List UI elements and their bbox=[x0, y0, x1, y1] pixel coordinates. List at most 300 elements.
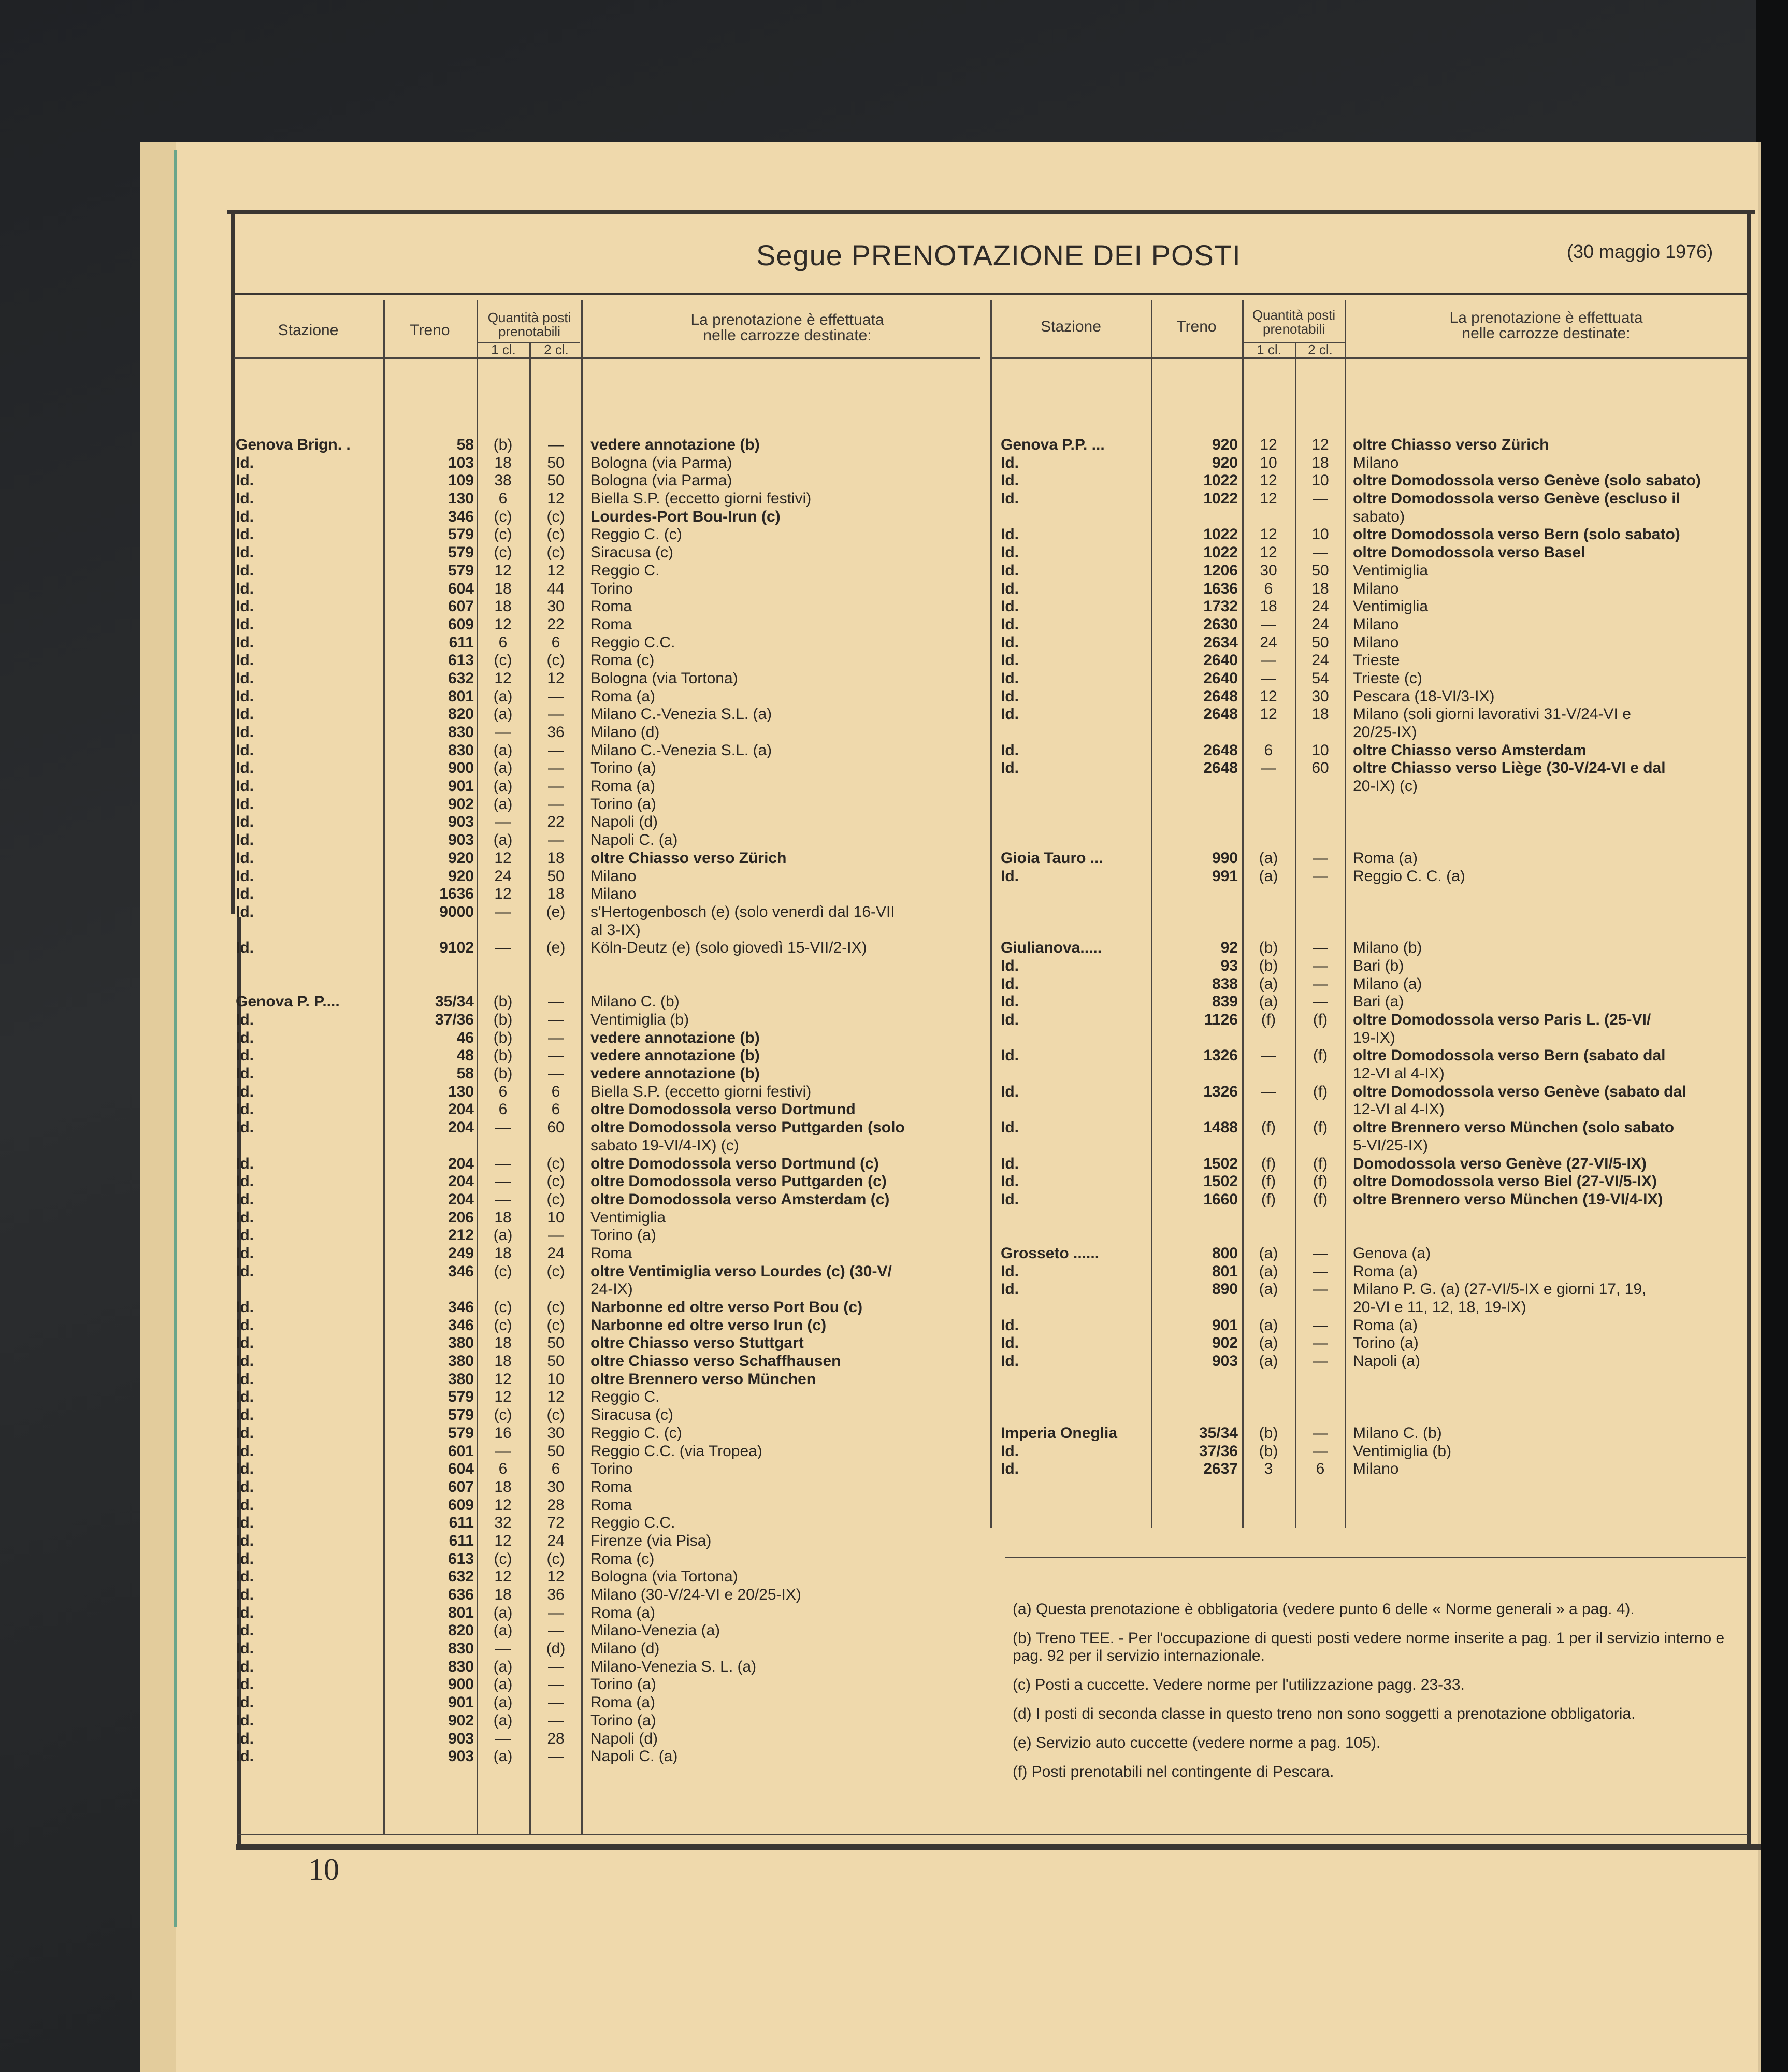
station-cell: Id. bbox=[1001, 490, 1019, 508]
train-cell: 920 bbox=[448, 849, 474, 867]
train-cell: 1022 bbox=[1203, 526, 1238, 543]
train-cell: 579 bbox=[448, 1388, 474, 1406]
hdr-qty-left-1: Quantità posti bbox=[487, 310, 571, 325]
first-class-cell bbox=[1243, 778, 1294, 796]
station-cell: Id. bbox=[236, 759, 254, 777]
second-class-cell: 50 bbox=[1311, 562, 1329, 579]
second-class-cell: 6 bbox=[551, 1083, 560, 1100]
first-class-cell: 12 bbox=[1260, 436, 1277, 453]
train-cell: 46 bbox=[456, 1029, 474, 1046]
first-class-cell: 12 bbox=[494, 615, 512, 633]
second-class-cell: — bbox=[548, 1658, 564, 1675]
destination-cell: Trieste bbox=[1353, 652, 1400, 669]
station-cell: Id. bbox=[236, 813, 254, 831]
station-cell: Id. bbox=[236, 615, 254, 633]
first-class-cell bbox=[1243, 724, 1294, 742]
destination-cell: Reggio C. bbox=[590, 1388, 660, 1406]
destination-cell: Milano (d) bbox=[590, 724, 660, 741]
train-cell: 902 bbox=[448, 795, 474, 813]
second-class-cell: (c) bbox=[546, 526, 565, 543]
station-cell: Id. bbox=[236, 1478, 254, 1495]
train-cell: 901 bbox=[448, 1694, 474, 1711]
first-class-cell bbox=[478, 922, 528, 940]
destination-cell: Torino (a) bbox=[590, 1711, 656, 1729]
train-cell: 9000 bbox=[439, 903, 474, 920]
train-cell: 838 bbox=[1212, 975, 1238, 992]
second-class-cell: — bbox=[548, 993, 564, 1011]
first-class-cell: (a) bbox=[493, 1622, 513, 1639]
station-cell bbox=[236, 957, 382, 975]
first-class-cell: — bbox=[495, 939, 511, 957]
destination-cell: Reggio C. C. (a) bbox=[1353, 867, 1465, 885]
destination-cell: oltre Chiasso verso Zürich bbox=[1353, 436, 1549, 453]
first-class-cell: (a) bbox=[1259, 1352, 1278, 1370]
col-rule-r4 bbox=[1345, 300, 1346, 1528]
train-cell bbox=[1152, 1101, 1238, 1119]
first-class-cell bbox=[1243, 885, 1294, 903]
hdr-dest-left-2: nelle carrozze destinate: bbox=[703, 327, 872, 344]
hdr-dest-right-2: nelle carrozze destinate: bbox=[1462, 325, 1631, 342]
station-cell: Id. bbox=[1001, 1119, 1019, 1136]
train-cell: 92 bbox=[1220, 939, 1238, 957]
destination-cell: Roma bbox=[590, 1478, 632, 1495]
train-cell: 37/36 bbox=[1199, 1442, 1238, 1460]
second-class-cell: 50 bbox=[547, 1442, 565, 1460]
station-cell bbox=[1001, 1065, 1150, 1083]
destination-cell: 20/25-IX) bbox=[1353, 724, 1417, 741]
destination-cell: Ventimiglia bbox=[1353, 598, 1429, 615]
destination-cell bbox=[1353, 831, 1747, 850]
hdr-station-right: Stazione bbox=[1041, 318, 1101, 335]
first-class-cell: (a) bbox=[493, 759, 513, 777]
first-class-cell bbox=[1243, 922, 1294, 940]
second-class-cell: — bbox=[1313, 993, 1328, 1011]
hdr-qty-left-2: prenotabili bbox=[498, 324, 560, 339]
station-cell bbox=[1001, 1209, 1150, 1227]
destination-cell: Milano bbox=[1353, 615, 1399, 633]
train-cell: 2648 bbox=[1203, 706, 1238, 723]
station-cell: Id. bbox=[1001, 526, 1019, 543]
destination-cell: Köln-Deutz (e) (solo giovedì 15-VII/2-IX) bbox=[590, 939, 867, 957]
right-second-class-column bbox=[1296, 436, 1345, 1478]
first-class-cell: (c) bbox=[494, 1316, 512, 1334]
station-cell: Id. bbox=[236, 526, 254, 543]
station-cell: Id. bbox=[236, 724, 254, 741]
second-class-cell: (c) bbox=[546, 1262, 565, 1280]
second-class-cell: (f) bbox=[1313, 1083, 1328, 1100]
station-cell: Id. bbox=[236, 706, 254, 723]
hdr-train-left: Treno bbox=[410, 322, 450, 339]
destination-cell: Ventimiglia (b) bbox=[590, 1011, 689, 1028]
first-class-cell: — bbox=[495, 1442, 511, 1460]
first-class-cell: (a) bbox=[493, 1711, 513, 1729]
second-class-cell: 50 bbox=[547, 472, 565, 490]
train-cell: 604 bbox=[448, 580, 474, 597]
first-class-cell: 12 bbox=[1260, 706, 1277, 723]
destination-cell: Reggio C. bbox=[590, 562, 660, 579]
destination-cell: Milano bbox=[590, 885, 637, 903]
station-cell: Id. bbox=[236, 741, 254, 759]
first-class-cell: (c) bbox=[494, 508, 512, 525]
train-cell: 579 bbox=[448, 1406, 474, 1424]
second-class-cell bbox=[530, 975, 581, 994]
train-cell: 212 bbox=[448, 1227, 474, 1244]
second-class-cell: 24 bbox=[547, 1532, 565, 1549]
train-cell: 380 bbox=[448, 1352, 474, 1370]
first-class-cell: (a) bbox=[493, 706, 513, 723]
second-class-cell: — bbox=[548, 1694, 564, 1711]
train-cell: 903 bbox=[1212, 1352, 1238, 1370]
title-rule bbox=[233, 293, 1748, 295]
train-cell bbox=[1152, 1406, 1238, 1424]
train-cell: 830 bbox=[448, 724, 474, 741]
destination-cell: 20-IX) (c) bbox=[1353, 778, 1418, 795]
destination-cell bbox=[1353, 1209, 1747, 1227]
second-class-cell: 6 bbox=[551, 1101, 560, 1118]
second-class-cell: — bbox=[1313, 975, 1328, 992]
station-cell: Id. bbox=[236, 1694, 254, 1711]
first-class-cell: 6 bbox=[498, 1460, 508, 1478]
second-class-cell bbox=[1296, 1371, 1345, 1389]
station-cell bbox=[236, 1137, 382, 1155]
train-cell: 579 bbox=[448, 526, 474, 543]
destination-cell bbox=[1353, 1406, 1747, 1424]
train-cell: 611 bbox=[449, 1514, 474, 1532]
destination-cell: Trieste (c) bbox=[1353, 669, 1422, 687]
first-class-cell: 18 bbox=[494, 1478, 512, 1495]
destination-cell: Reggio C. (c) bbox=[590, 1424, 682, 1442]
second-class-cell: — bbox=[1313, 1334, 1328, 1352]
first-class-cell: 18 bbox=[494, 1352, 512, 1370]
destination-cell: Napoli (a) bbox=[1353, 1352, 1421, 1370]
first-class-cell: 32 bbox=[494, 1514, 512, 1532]
train-cell bbox=[1152, 903, 1238, 922]
destination-cell bbox=[1353, 903, 1747, 922]
train-cell: 380 bbox=[448, 1370, 474, 1388]
second-class-cell: — bbox=[1313, 867, 1328, 885]
train-cell: 1502 bbox=[1203, 1155, 1238, 1172]
second-class-cell: — bbox=[1313, 849, 1328, 867]
footnote: (b) Treno TEE. - Per l'occupazione di questi posti vedere norme inserite a pag. 1 per il servizio interno e pag. 92 per il servizio internazionale. bbox=[1013, 1630, 1725, 1664]
destination-cell: sabato) bbox=[1353, 508, 1405, 525]
footnote: (c) Posti a cuccette. Vedere norme per l'utilizzazione pagg. 23-33. bbox=[1013, 1676, 1465, 1693]
destination-cell: Napoli (d) bbox=[590, 813, 658, 831]
first-class-cell: (a) bbox=[493, 1694, 513, 1711]
first-class-cell: (f) bbox=[1261, 1155, 1276, 1172]
train-cell: 579 bbox=[448, 544, 474, 562]
destination-cell: oltre Brennero verso München (solo sabato bbox=[1353, 1119, 1675, 1136]
destination-cell: Bologna (via Tortona) bbox=[590, 1568, 738, 1586]
second-class-cell bbox=[1296, 1227, 1345, 1245]
station-cell: Id. bbox=[236, 1532, 254, 1549]
destination-cell: Roma (a) bbox=[590, 1604, 656, 1621]
second-class-cell: — bbox=[548, 1029, 564, 1046]
station-cell bbox=[1001, 1299, 1150, 1317]
second-class-cell: 50 bbox=[547, 1334, 565, 1352]
first-class-cell bbox=[1243, 1101, 1294, 1119]
station-cell: Id. bbox=[1001, 1155, 1019, 1172]
first-class-cell bbox=[1243, 508, 1294, 526]
train-cell: 93 bbox=[1220, 957, 1238, 974]
destination-cell: oltre Domodossola verso Dortmund bbox=[590, 1101, 856, 1118]
second-class-cell: — bbox=[548, 1676, 564, 1693]
destination-cell: oltre Brennero verso München bbox=[590, 1370, 816, 1388]
first-class-cell: 12 bbox=[494, 1496, 512, 1514]
first-class-cell: (a) bbox=[1259, 1244, 1278, 1262]
second-class-cell: — bbox=[1313, 957, 1328, 974]
station-cell: Id. bbox=[236, 508, 254, 525]
train-cell: 35/34 bbox=[435, 993, 474, 1011]
station-cell: Id. bbox=[1001, 1011, 1019, 1028]
first-class-cell bbox=[478, 957, 528, 975]
first-class-cell: 12 bbox=[494, 669, 512, 687]
first-class-cell bbox=[1243, 1137, 1294, 1155]
station-cell bbox=[1001, 1227, 1150, 1245]
train-cell: 249 bbox=[448, 1244, 474, 1262]
first-class-cell: 18 bbox=[494, 1334, 512, 1352]
first-class-cell: — bbox=[495, 724, 511, 741]
station-cell: Id. bbox=[236, 1101, 254, 1118]
destination-cell: Reggio C. (c) bbox=[590, 526, 682, 543]
train-cell: 130 bbox=[448, 1083, 474, 1100]
train-cell: 2640 bbox=[1203, 669, 1238, 687]
second-class-cell bbox=[530, 922, 581, 940]
station-cell: Id. bbox=[236, 472, 254, 490]
station-cell: Id. bbox=[236, 1496, 254, 1514]
second-class-cell: — bbox=[548, 1711, 564, 1729]
station-cell: Id. bbox=[236, 1155, 254, 1172]
train-cell: 1732 bbox=[1203, 598, 1238, 615]
train-cell bbox=[386, 1137, 474, 1155]
first-class-cell: (c) bbox=[494, 1299, 512, 1316]
second-class-cell bbox=[1296, 1101, 1345, 1119]
second-class-cell bbox=[1296, 831, 1345, 850]
destination-cell: al 3-IX) bbox=[590, 921, 641, 939]
station-cell: Id. bbox=[236, 1083, 254, 1100]
train-cell: 632 bbox=[448, 669, 474, 687]
train-cell: 1126 bbox=[1204, 1011, 1238, 1028]
train-cell bbox=[1152, 1209, 1238, 1227]
destination-cell: Milano bbox=[1353, 1460, 1399, 1478]
second-class-cell: 30 bbox=[1311, 687, 1329, 705]
station-cell: Imperia Oneglia bbox=[1001, 1424, 1118, 1442]
second-class-cell bbox=[1296, 903, 1345, 922]
first-class-cell: (b) bbox=[493, 1029, 513, 1046]
destination-cell: Roma (a) bbox=[1353, 849, 1418, 867]
bottom-rule bbox=[236, 1844, 1761, 1850]
second-class-cell: — bbox=[548, 1227, 564, 1244]
station-cell: Id. bbox=[1001, 634, 1019, 651]
second-class-cell: 12 bbox=[1311, 436, 1329, 453]
train-cell: 2634 bbox=[1203, 634, 1238, 651]
train-cell bbox=[1152, 1371, 1238, 1389]
destination-cell: Napoli C. (a) bbox=[590, 831, 678, 849]
train-cell: 2648 bbox=[1203, 687, 1238, 705]
train-cell: 1022 bbox=[1203, 472, 1238, 490]
destination-cell: Roma (c) bbox=[590, 652, 655, 669]
station-cell bbox=[236, 922, 382, 940]
second-class-cell bbox=[1296, 508, 1345, 526]
train-cell: 2637 bbox=[1203, 1460, 1238, 1478]
second-class-cell: (c) bbox=[546, 1316, 565, 1334]
page-title: Segue PRENOTAZIONE DEI POSTI bbox=[756, 239, 1241, 271]
station-cell: Id. bbox=[236, 903, 254, 920]
station-cell: Id. bbox=[236, 1262, 254, 1280]
station-cell: Id. bbox=[236, 1442, 254, 1460]
train-cell: 920 bbox=[1212, 436, 1238, 453]
station-cell: Id. bbox=[1001, 741, 1019, 759]
station-cell: Id. bbox=[236, 1748, 254, 1765]
second-class-cell bbox=[1296, 1299, 1345, 1317]
train-cell: 820 bbox=[448, 1622, 474, 1639]
station-cell: Id. bbox=[236, 939, 254, 957]
first-class-cell: (a) bbox=[493, 687, 513, 705]
destination-cell: 5-VI/25-IX) bbox=[1353, 1136, 1429, 1154]
station-cell: Id. bbox=[236, 454, 254, 471]
destination-cell: Napoli C. (a) bbox=[590, 1748, 678, 1765]
train-cell: 901 bbox=[448, 778, 474, 795]
station-cell: Id. bbox=[236, 1370, 254, 1388]
station-cell: Giulianova..... bbox=[1001, 939, 1102, 957]
station-cell: Id. bbox=[236, 1029, 254, 1046]
right-train-column bbox=[1152, 436, 1238, 1478]
first-class-cell: 30 bbox=[1260, 562, 1277, 579]
train-cell: 903 bbox=[448, 831, 474, 849]
destination-cell: s'Hertogenbosch (e) (solo venerdì dal 16-VII bbox=[590, 903, 895, 920]
first-class-cell: 12 bbox=[1260, 544, 1277, 562]
first-class-cell bbox=[1243, 1065, 1294, 1083]
first-class-cell: (a) bbox=[493, 1658, 513, 1675]
destination-cell: oltre Chiasso verso Amsterdam bbox=[1353, 741, 1587, 759]
station-cell: Id. bbox=[236, 1514, 254, 1532]
destination-cell: Roma (a) bbox=[1353, 1316, 1418, 1334]
station-cell: Id. bbox=[1001, 706, 1019, 723]
train-cell: 991 bbox=[1212, 867, 1238, 885]
train-cell: 204 bbox=[448, 1155, 474, 1172]
second-class-cell: 18 bbox=[547, 885, 565, 903]
train-cell: 613 bbox=[448, 652, 474, 669]
first-class-cell bbox=[478, 975, 528, 994]
station-cell: Id. bbox=[236, 1711, 254, 1729]
second-class-cell bbox=[1296, 922, 1345, 940]
destination-cell: Torino (a) bbox=[590, 1227, 656, 1244]
first-class-cell: (a) bbox=[1259, 1316, 1278, 1334]
station-cell: Id. bbox=[236, 1334, 254, 1352]
first-class-cell: — bbox=[1261, 669, 1276, 687]
destination-cell: Biella S.P. (eccetto giorni festivi) bbox=[590, 1083, 812, 1100]
second-class-cell: — bbox=[1313, 1352, 1328, 1370]
second-class-cell: (c) bbox=[546, 1173, 565, 1190]
train-cell bbox=[1152, 831, 1238, 850]
hdr-dest-left-1: La prenotazione è effettuata bbox=[690, 311, 884, 328]
first-class-cell: 12 bbox=[494, 1568, 512, 1586]
second-class-cell bbox=[1296, 796, 1345, 814]
hdr-2cl-left: 2 cl. bbox=[544, 342, 569, 357]
first-class-cell: (c) bbox=[494, 526, 512, 543]
train-cell bbox=[386, 922, 474, 940]
station-cell bbox=[1001, 796, 1150, 814]
second-class-cell bbox=[1296, 1388, 1345, 1406]
station-cell: Id. bbox=[236, 490, 254, 508]
second-class-cell: — bbox=[1313, 1244, 1328, 1262]
first-class-cell: (f) bbox=[1261, 1119, 1276, 1136]
train-cell: 830 bbox=[448, 1658, 474, 1675]
station-cell bbox=[236, 975, 382, 994]
second-class-cell: 30 bbox=[547, 1478, 565, 1495]
station-cell: Id. bbox=[236, 1640, 254, 1658]
second-class-cell: 72 bbox=[547, 1514, 565, 1532]
train-cell: 2648 bbox=[1203, 759, 1238, 777]
second-class-cell: (f) bbox=[1313, 1011, 1328, 1028]
train-cell: 801 bbox=[1212, 1262, 1238, 1280]
station-cell: Id. bbox=[236, 1316, 254, 1334]
train-cell: 1502 bbox=[1203, 1173, 1238, 1190]
destination-cell: Milano-Venezia S. L. (a) bbox=[590, 1658, 757, 1675]
destination-cell bbox=[1353, 813, 1747, 831]
station-cell: Id. bbox=[1001, 975, 1019, 992]
second-class-cell: 6 bbox=[551, 1460, 560, 1478]
station-cell: Id. bbox=[236, 849, 254, 867]
first-class-cell: 18 bbox=[494, 1208, 512, 1226]
train-cell: 204 bbox=[448, 1190, 474, 1208]
second-class-cell bbox=[1296, 813, 1345, 831]
station-cell: Id. bbox=[1001, 544, 1019, 562]
train-cell: 604 bbox=[448, 1460, 474, 1478]
second-class-cell: 60 bbox=[1311, 759, 1329, 777]
destination-cell: Milano C. (b) bbox=[1353, 1424, 1442, 1442]
station-cell: Id. bbox=[236, 1586, 254, 1603]
station-cell: Id. bbox=[1001, 1442, 1019, 1460]
destination-cell: oltre Domodossola verso Puttgarden (c) bbox=[590, 1173, 887, 1190]
second-class-cell: 18 bbox=[547, 849, 565, 867]
first-class-cell: (a) bbox=[1259, 1280, 1278, 1298]
station-cell: Id. bbox=[1001, 1190, 1019, 1208]
train-cell: 103 bbox=[448, 454, 474, 471]
first-class-cell: (b) bbox=[1259, 1424, 1278, 1442]
second-class-cell: — bbox=[1313, 1316, 1328, 1334]
train-cell bbox=[1152, 1065, 1238, 1083]
left-first-class-column bbox=[478, 436, 528, 1766]
second-class-cell bbox=[1296, 1209, 1345, 1227]
station-cell: Id. bbox=[1001, 669, 1019, 687]
destination-cell: oltre Domodossola verso Paris L. (25-VI/ bbox=[1353, 1011, 1651, 1028]
destination-cell: oltre Domodossola verso Puttgarden (solo bbox=[590, 1119, 905, 1136]
second-class-cell: 10 bbox=[1311, 526, 1329, 543]
train-cell: 839 bbox=[1212, 993, 1238, 1011]
second-class-cell: (e) bbox=[546, 903, 566, 920]
second-class-cell bbox=[1296, 1137, 1345, 1155]
station-cell: Id. bbox=[236, 1406, 254, 1424]
station-cell: Id. bbox=[1001, 1173, 1019, 1190]
second-class-cell bbox=[530, 957, 581, 975]
station-cell: Id. bbox=[236, 1227, 254, 1244]
train-cell bbox=[386, 975, 474, 994]
station-cell: Id. bbox=[236, 1208, 254, 1226]
station-cell bbox=[1001, 778, 1150, 796]
train-cell: 1636 bbox=[439, 885, 474, 903]
station-cell bbox=[236, 1280, 382, 1299]
first-class-cell: (b) bbox=[493, 1011, 513, 1028]
train-cell: 1488 bbox=[1203, 1119, 1238, 1136]
right-destination-column bbox=[1353, 436, 1747, 1478]
second-class-cell: 50 bbox=[547, 1352, 565, 1370]
train-cell: 37/36 bbox=[435, 1011, 474, 1028]
destination-cell: oltre Domodossola verso Genève (escluso il bbox=[1353, 490, 1680, 508]
second-class-cell: 18 bbox=[1311, 454, 1329, 471]
station-cell: Id. bbox=[1001, 1316, 1019, 1334]
second-class-cell: (d) bbox=[546, 1640, 566, 1658]
train-cell: 58 bbox=[456, 436, 474, 453]
